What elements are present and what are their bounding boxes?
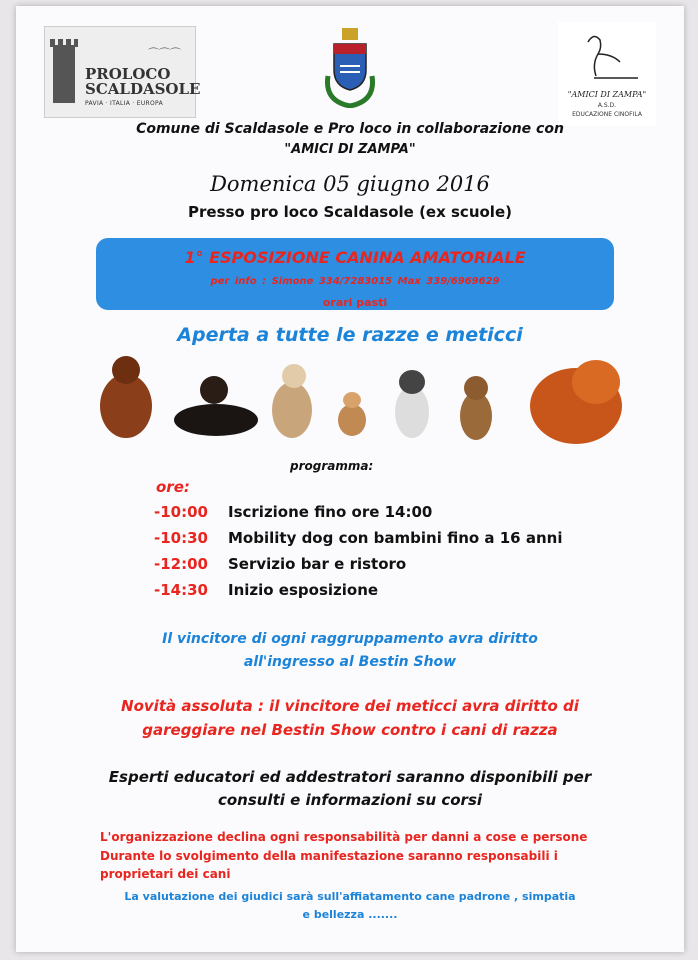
disclaimer-line-1: L'organizzazione declina ogni responsabilità per danni a cose e persone (100, 830, 588, 844)
schedule-desc: Servizio bar e ristoro (228, 555, 407, 573)
schedule-time: -14:30 (154, 581, 208, 599)
schedule-row (154, 555, 406, 573)
dogs-photo-strip (96, 346, 636, 446)
event-title: 1° ESPOSIZIONE CANINA AMATORIALE (184, 248, 526, 267)
event-date: Domenica 05 giugno 2016 (210, 172, 490, 196)
event-banner (96, 238, 614, 310)
amici-logo-asd: A.S.D. (597, 102, 617, 109)
esperti-line-2: consulti e informazioni su corsi (217, 791, 483, 809)
amici-logo-name: "AMICI DI ZAMPA" (567, 90, 647, 99)
schedule-desc: Inizio esposizione (228, 581, 379, 599)
proloco-logo-name: PROLOCO SCALDASOLE (85, 65, 201, 98)
schedule-desc: Iscrizione fino ore 14:00 (228, 503, 433, 521)
winner-line-1: Il vincitore di ogni raggruppamento avra diritto (162, 631, 538, 647)
schedule-time: -10:00 (154, 503, 208, 521)
pitbull-dog-image (395, 370, 429, 438)
valutazione-line-2: e bellezza ....... (302, 908, 398, 921)
valutazione-line-1: La valutazione dei giudici sarà sull'affiatamento cane padrone , simpatia (124, 890, 576, 903)
programma-heading: programma: (290, 459, 374, 473)
open-to-all: Aperta a tutte le razze e meticci (177, 324, 523, 346)
proloco-logo-tagline: PAVIA · ITALIA · EUROPA (85, 100, 163, 107)
akita-dog-image (272, 364, 312, 438)
ore-heading: ore: (156, 478, 190, 496)
amici-logo-educazione: EDUCAZIONE CINOFILA (572, 111, 642, 118)
tower-icon (53, 45, 75, 103)
birds-icon: ⌒⌒⌒ (148, 47, 181, 60)
poodle-dog-image (460, 376, 492, 440)
proloco-logo (44, 26, 201, 118)
schedule-time: -10:30 (154, 529, 208, 547)
winner-line-2: all'ingresso al Bestin Show (243, 654, 457, 670)
schedule-row (154, 529, 562, 547)
event-venue: Presso pro loco Scaldasole (ex scuole) (188, 203, 512, 221)
schedule-desc: Mobility dog con bambini fino a 16 anni (228, 529, 563, 547)
schedule-row (154, 581, 378, 599)
schedule-row (154, 503, 432, 521)
rottweiler-dog-image (174, 376, 258, 436)
disclaimer-line-3: proprietari dei cani (100, 867, 231, 881)
chihuahua-dog-image (338, 392, 366, 436)
contact-info: per info : Simone 334/7283015 Max 339/6969629 (210, 276, 500, 287)
novita-line-2: gareggiare nel Bestin Show contro i cani di razza (142, 721, 558, 739)
flyer-page (16, 6, 684, 952)
dog-silhouette-icon (558, 22, 656, 88)
disclaimer-line-2: Durante lo svolgimento della manifestazione saranno responsabili i (100, 849, 558, 863)
cocker-dog-image (100, 356, 152, 438)
esperti-line-1: Esperti educatori ed addestratori saranno disponibili per (108, 768, 592, 786)
header-partner: "AMICI DI ZAMPA" (284, 142, 416, 157)
municipal-crest-icon (322, 26, 378, 108)
schedule-time: -12:00 (154, 555, 208, 573)
meal-hours: orari pasti (322, 296, 388, 309)
amici-di-zampa-logo (558, 22, 656, 126)
novita-line-1: Novità assoluta : il vincitore dei meticci avra diritto di (121, 697, 579, 715)
header-collaboration: Comune di Scaldasole e Pro loco in collaborazione con (136, 121, 564, 137)
chow-chow-dog-image (530, 360, 622, 444)
